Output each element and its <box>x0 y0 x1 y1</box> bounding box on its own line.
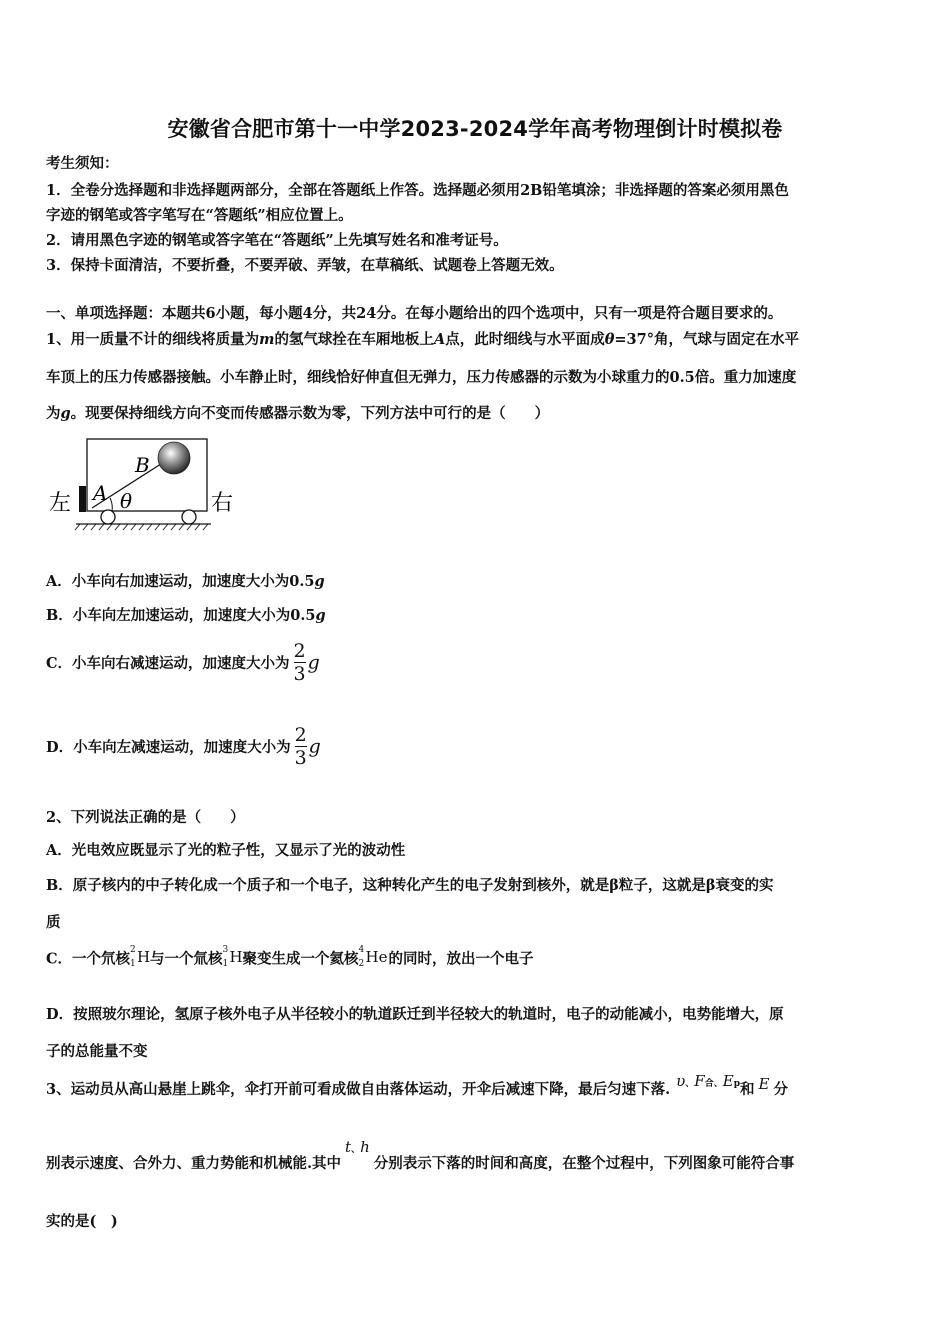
point-a-symbol: A <box>433 331 446 348</box>
mass-number: 2 <box>130 945 136 955</box>
atomic-number: 2 <box>358 959 365 969</box>
q1-line-1 <box>46 328 906 349</box>
q1-line-3 <box>46 402 906 423</box>
q1-text: 1、用一质量不计的细线将质量为 <box>46 331 260 348</box>
label-a: A <box>93 481 108 505</box>
mechanical-energy-symbol: E <box>758 1074 770 1093</box>
q2-option-c <box>46 947 906 969</box>
mass-number: 4 <box>358 945 365 955</box>
q3-line-2 <box>46 1138 906 1173</box>
notice-item-2: 2．请用黑色字迹的钢笔或答字笔在“答题纸”上先填写姓名和准考证号。 <box>46 232 508 249</box>
option-text: C．一个氘核 <box>46 950 131 968</box>
potential-energy-symbol: E <box>722 1072 734 1090</box>
section-heading: 一、单项选择题：本题共6小题，每小题4分，共24分。在每小题给出的四个选项中，只有一项是符合题目要求的。 <box>46 305 783 322</box>
label-left: 左 <box>49 491 72 516</box>
q1-text: =37°角，气球与固定在水平 <box>614 331 799 348</box>
notice-item-1: 1．全卷分选择题和非选择题两部分，全部在答题纸上作答。选择题必须用2B铅笔填涂；非选择题的答案必须用黑色 <box>46 182 789 199</box>
notice-item-3: 3．保持卡面清洁，不要折叠，不要弄破、弄皱，在草稿纸、试题卷上答题无效。 <box>46 257 564 274</box>
pressure-sensor <box>79 486 86 512</box>
deuteron-nuclide <box>130 947 150 969</box>
g-symbol: g <box>308 735 321 758</box>
frac-denominator: 3 <box>294 747 307 769</box>
balloon <box>158 442 190 474</box>
energy-subscript: p <box>733 1079 740 1089</box>
q1-option-d <box>46 725 906 768</box>
q2-option-a: A．光电效应既显示了光的粒子性，又显示了光的波动性 <box>46 842 406 859</box>
q1-line-2: 车顶上的压力传感器接触。小车静止时，细线恰好伸直但无弹力，压力传感器的示数为小球重力的0.5倍。重力加速度 <box>46 369 797 386</box>
frac-denominator: 3 <box>293 663 306 685</box>
q3-th-symbols <box>345 1138 370 1156</box>
triton-nuclide <box>223 947 243 969</box>
notice-heading: 考生须知： <box>46 155 119 172</box>
force-subscript: 合 <box>704 1079 714 1089</box>
q3-text: 3、运动员从高山悬崖上跳伞，伞打开前可看成做自由落体运动，开伞后减速下降，最后匀速下落. <box>46 1081 671 1098</box>
frac-numerator: 2 <box>294 724 307 746</box>
q3-text: 别表示速度、合外力、重力势能和机械能.其中 <box>46 1155 342 1172</box>
wheel-right <box>182 510 196 524</box>
wheel-left <box>101 510 115 524</box>
theta-symbol: θ <box>604 331 615 348</box>
helium-nuclide <box>359 947 389 969</box>
mass-number: 3 <box>222 945 229 955</box>
fraction-two-thirds <box>294 641 306 684</box>
q3-text: 分 <box>773 1081 788 1098</box>
q3-text: 和 <box>739 1081 755 1098</box>
atomic-number: 1 <box>222 959 229 969</box>
element-symbol: H <box>229 948 243 966</box>
frac-numerator: 2 <box>293 640 306 662</box>
option-text: A．小车向右加速运动，加速度大小为0.5 <box>46 573 315 590</box>
label-theta: θ <box>120 489 133 513</box>
q2-stem: 2、下列说法正确的是（ ） <box>46 809 245 826</box>
atomic-number: 1 <box>130 959 136 969</box>
separator: 、 <box>685 1079 695 1089</box>
q3-text: 分别表示下落的时间和高度，在整个过程中，下列图象可能符合事 <box>373 1155 795 1172</box>
separator: 、 <box>351 1145 361 1155</box>
q3-line-1 <box>46 1072 906 1099</box>
g-symbol: g <box>315 607 326 624</box>
mass-symbol: m <box>259 331 275 348</box>
option-text: D．小车向左减速运动，加速度大小为 <box>46 739 291 756</box>
option-text: C．小车向右减速运动，加速度大小为 <box>46 655 290 672</box>
q2-option-d-cont: 子的总能量不变 <box>46 1043 148 1060</box>
fraction-two-thirds <box>295 725 307 768</box>
cart-balloon-figure <box>46 436 246 536</box>
notice-item-1-cont: 字迹的钢笔或答字笔写在“答题纸”相应位置上。 <box>46 207 353 224</box>
height-symbol: h <box>360 1138 370 1156</box>
g-symbol: g <box>60 405 71 422</box>
separator: 、 <box>713 1079 723 1089</box>
q1-text: 为 <box>46 405 61 422</box>
option-text: 聚变生成一个氦核 <box>242 950 359 968</box>
label-right: 右 <box>211 491 234 516</box>
velocity-symbol: υ <box>676 1072 686 1090</box>
angle-arc <box>110 498 112 511</box>
q1-text: 的氢气球拴在车厢地板上 <box>274 331 434 348</box>
element-symbol: He <box>365 948 388 966</box>
q1-option-b <box>46 604 906 625</box>
ground-hatch <box>75 524 208 530</box>
time-symbol: t <box>345 1138 352 1156</box>
q1-text: 点，此时细线与水平面成 <box>445 331 605 348</box>
option-text: 与一个氚核 <box>150 950 223 968</box>
option-text: 的同时，放出一个电子 <box>388 950 534 968</box>
q1-option-a <box>46 570 906 591</box>
option-text: B．小车向左加速运动，加速度大小为0.5 <box>46 607 316 624</box>
q1-option-c <box>46 641 906 684</box>
force-symbol: F <box>694 1072 705 1090</box>
q2-option-d: D．按照玻尔理论，氢原子核外电子从半径较小的轨道跃迁到半径较大的轨道时，电子的动能减小，电势能增大，原 <box>46 1006 784 1023</box>
q1-text: 。现要保持细线方向不变而传感器示数为零，下列方法中可行的是（ ） <box>70 405 550 422</box>
label-b: B <box>135 453 150 477</box>
q3-line-3: 实的是( ) <box>46 1213 118 1230</box>
element-symbol: H <box>137 948 151 966</box>
page-title: 安徽省合肥市第十一中学2023-2024学年高考物理倒计时模拟卷 <box>167 117 783 141</box>
q2-option-b: B．原子核内的中子转化成一个质子和一个电子，这种转化产生的电子发射到核外，就是β粒子，这就是β衰变的实 <box>46 877 774 894</box>
q2-option-b-cont: 质 <box>46 914 61 931</box>
g-symbol: g <box>314 573 325 590</box>
g-symbol: g <box>307 651 320 674</box>
q3-symbols <box>676 1072 740 1090</box>
